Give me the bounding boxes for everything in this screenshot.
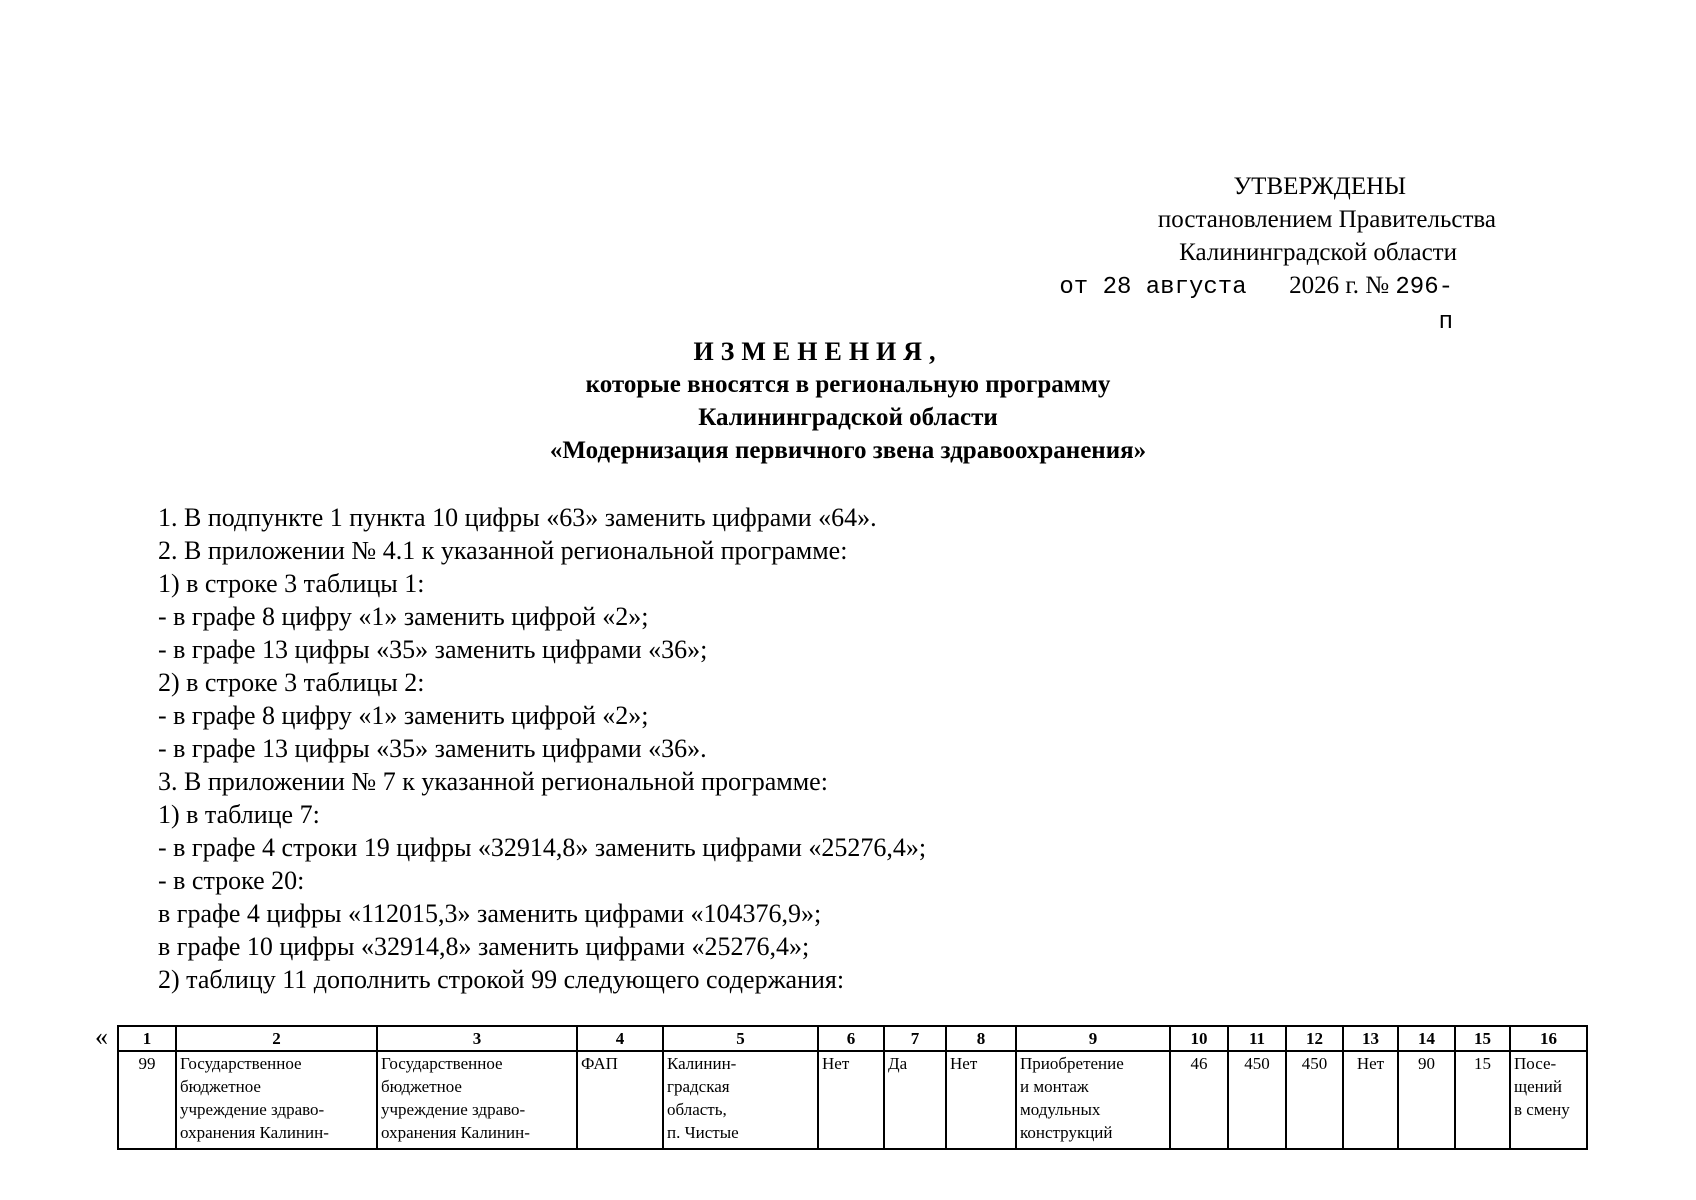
cell-measure	[1016, 1051, 1170, 1149]
cell-line: Государственное	[180, 1054, 302, 1073]
approval-date: от 28 августа	[1059, 274, 1247, 301]
text-line: - в графе 13 цифры «35» заменить цифрами «36»;	[158, 635, 708, 664]
cell-col-12: 450	[1286, 1051, 1343, 1149]
column-header: 10	[1170, 1026, 1228, 1051]
text-line: - в графе 13 цифры «35» заменить цифрами «36».	[158, 734, 707, 763]
cell-col-11: 450	[1228, 1051, 1286, 1149]
cell-line: бюджетное	[381, 1077, 462, 1096]
cell-line: конструкций	[1020, 1123, 1113, 1142]
column-header: 6	[818, 1026, 884, 1051]
cell-row-number: 99	[118, 1051, 176, 1149]
cell-line: Приобретение	[1020, 1054, 1124, 1073]
cell-line: область,	[667, 1100, 727, 1119]
cell-line: градская	[667, 1077, 730, 1096]
cell-institution-2	[377, 1051, 577, 1149]
column-header: 3	[377, 1026, 577, 1051]
column-header: 5	[663, 1026, 818, 1051]
column-header: 2	[176, 1026, 377, 1051]
document-title	[0, 335, 1696, 467]
cell-line: учреждение здраво-	[381, 1100, 526, 1119]
column-header: 16	[1510, 1026, 1587, 1051]
cell-facility-type: ФАП	[577, 1051, 663, 1149]
title-line-1: которые вносятся в региональную программу	[585, 371, 1111, 398]
cell-col-6: Нет	[818, 1051, 884, 1149]
opening-quote: «	[95, 1022, 108, 1051]
cell-unit	[1510, 1051, 1587, 1149]
approval-number: 296-п	[1395, 274, 1453, 336]
cell-line: модульных	[1020, 1100, 1101, 1119]
approval-year: 2026 г. №	[1289, 272, 1390, 299]
text-line: в графе 4 цифры «112015,3» заменить цифрами «104376,9»;	[158, 899, 822, 928]
amendments-text	[158, 501, 1558, 996]
approval-date-line	[1046, 269, 1496, 339]
text-line: 2. В приложении № 4.1 к указанной региональной программе:	[158, 536, 848, 565]
column-header: 7	[884, 1026, 946, 1051]
column-header: 13	[1343, 1026, 1398, 1051]
text-line: - в графе 4 строки 19 цифры «32914,8» заменить цифрами «25276,4»;	[158, 833, 927, 862]
text-line: - в строке 20:	[158, 866, 305, 895]
cell-institution	[176, 1051, 377, 1149]
cell-line: охранения Калинин-	[180, 1123, 329, 1142]
table-header-row	[118, 1026, 1587, 1051]
text-line: 1. В подпункте 1 пункта 10 цифры «63» заменить цифрами «64».	[158, 503, 877, 532]
cell-line: Посе-	[1514, 1054, 1557, 1073]
cell-line: в смену	[1514, 1100, 1570, 1119]
approval-line-resolution: постановлением Правительства	[1157, 206, 1496, 233]
approval-line-region: Калининградской области	[1179, 239, 1457, 266]
column-header: 1	[118, 1026, 176, 1051]
text-line: 2) в строке 3 таблицы 2:	[158, 668, 425, 697]
column-header: 11	[1228, 1026, 1286, 1051]
text-line: 1) в таблице 7:	[158, 800, 320, 829]
cell-line: Государственное	[381, 1054, 503, 1073]
cell-line: учреждение здраво-	[180, 1100, 325, 1119]
column-header: 8	[946, 1026, 1016, 1051]
cell-col-13: Нет	[1343, 1051, 1398, 1149]
approval-block	[1046, 170, 1496, 339]
cell-col-14: 90	[1398, 1051, 1455, 1149]
cell-col-7: Да	[884, 1051, 946, 1149]
text-line: 3. В приложении № 7 к указанной региональной программе:	[158, 767, 828, 796]
cell-line: Калинин-	[667, 1054, 737, 1073]
column-header: 12	[1286, 1026, 1343, 1051]
cell-col-10: 46	[1170, 1051, 1228, 1149]
cell-line: п. Чистые	[667, 1123, 739, 1142]
text-line: 2) таблицу 11 дополнить строкой 99 следующего содержания:	[158, 965, 845, 994]
cell-line: охранения Калинин-	[381, 1123, 530, 1142]
column-header: 15	[1455, 1026, 1510, 1051]
column-header: 14	[1398, 1026, 1455, 1051]
text-line: 1) в строке 3 таблицы 1:	[158, 569, 425, 598]
table-row	[118, 1051, 1587, 1149]
cell-line: щений	[1514, 1077, 1562, 1096]
cell-line: и монтаж	[1020, 1077, 1089, 1096]
title-line-2: Калининградской области	[698, 404, 998, 431]
text-line: - в графе 8 цифру «1» заменить цифрой «2»;	[158, 602, 649, 631]
table-11-row-99	[117, 1025, 1588, 1150]
title-line-3: «Модернизация первичного звена здравоохранения»	[549, 437, 1147, 464]
cell-line: бюджетное	[180, 1077, 261, 1096]
column-header: 9	[1016, 1026, 1170, 1051]
cell-location	[663, 1051, 818, 1149]
cell-col-8: Нет	[946, 1051, 1016, 1149]
title-heading: ИЗМЕНЕНИЯ,	[693, 337, 943, 366]
text-line: в графе 10 цифры «32914,8» заменить цифрами «25276,4»;	[158, 932, 810, 961]
cell-col-15: 15	[1455, 1051, 1510, 1149]
column-header: 4	[577, 1026, 663, 1051]
approval-heading: УТВЕРЖДЕНЫ	[1233, 173, 1406, 200]
text-line: - в графе 8 цифру «1» заменить цифрой «2»;	[158, 701, 649, 730]
